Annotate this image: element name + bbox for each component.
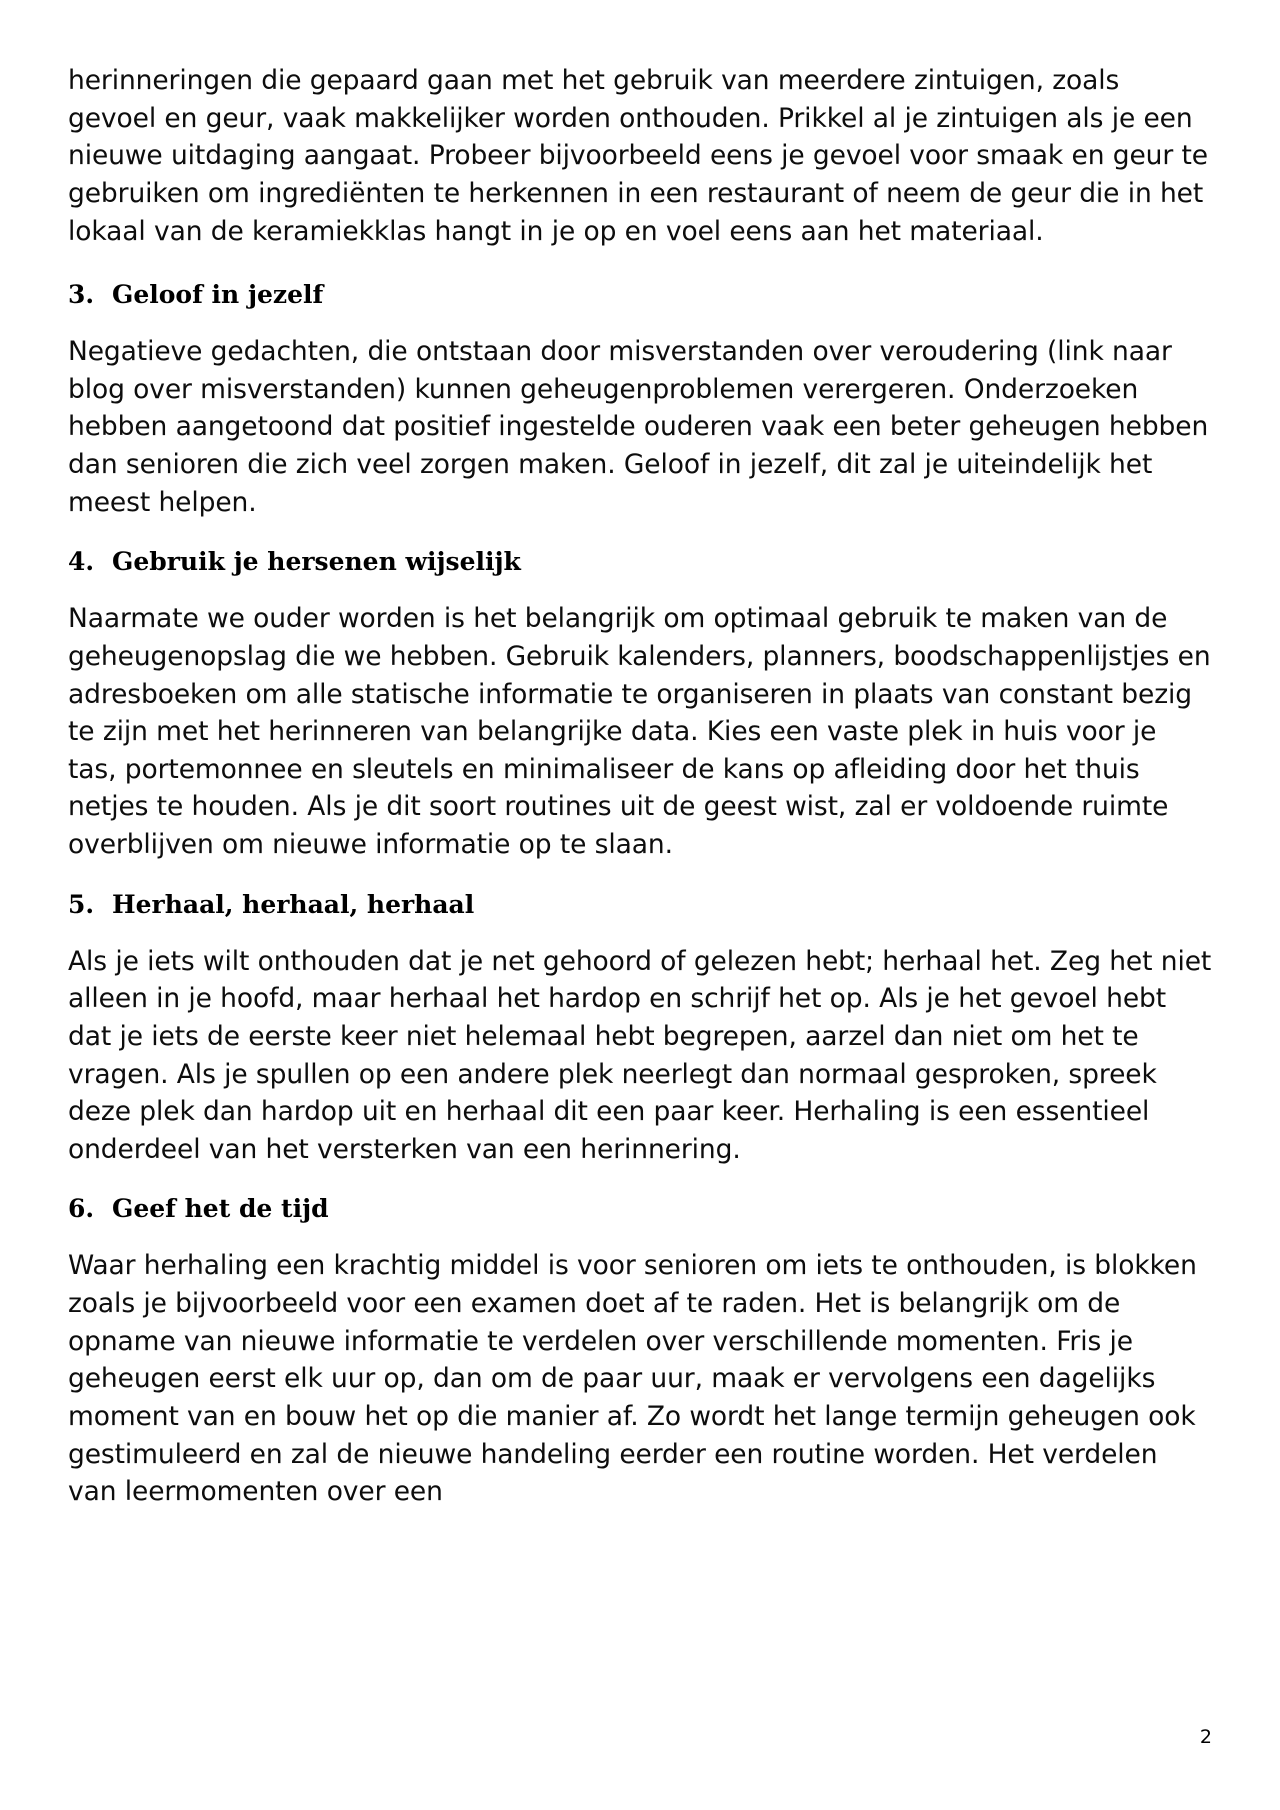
section-5-number: 5. xyxy=(68,889,95,919)
section-6-title: Geef het de tijd xyxy=(112,1194,329,1224)
section-4 xyxy=(68,547,1212,863)
section-6 xyxy=(68,1194,1212,1510)
section-6-body: Waar herhaling een krachtig middel is voor senioren om iets te onthouden, is blokken zoals je bijvoorbeeld voor een examen doet af te raden. Het is belangrijk om de opname van nieuwe informatie te verdelen over verschillende momenten. Fris je geheugen eerst elk uur op, dan om de paar uur, maak er vervolgens een dagelijks moment van en bouw het op die manier af. Zo wordt het lange termijn geheugen ook gestimuleerd en zal de nieuwe handeling eerder een routine worden. Het verdelen van leermomenten over een xyxy=(68,1250,1197,1508)
section-6-number: 6. xyxy=(68,1194,95,1224)
section-6-heading xyxy=(68,1194,1212,1223)
page-number: 2 xyxy=(1199,1726,1212,1748)
section-5-body: Als je iets wilt onthouden dat je net gehoord of gelezen hebt; herhaal het. Zeg het niet alleen in je hoofd, maar herhaal het hardop en schrijf het op. Als je het gevoel hebt dat je iets de eerste keer niet helemaal hebt begrepen, aarzel dan niet om het te vragen. Als je spullen op een andere plek neerlegt dan normaal gesproken, spreek deze plek dan hardop uit en herhaal dit een paar keer. Herhaling is een essentieel onderdeel van het versterken van een herinnering. xyxy=(68,945,1212,1165)
section-4-body: Naarmate we ouder worden is het belangrijk om optimaal gebruik te maken van de geheugenopslag die we hebben. Gebruik kalenders, planners, boodschappenlijstjes en adresboeken om alle statische informatie te organiseren in plaats van constant bezig te zijn met het herinneren van belangrijke data. Kies een vaste plek in huis voor je tas, portemonnee en sleutels en minimaliseer de kans op afleiding door het thuis netjes te houden. Als je dit soort routines uit de geest wist, zal er voldoende ruimte overblijven om nieuwe informatie op te slaan. xyxy=(68,603,1211,860)
section-3-title: Geloof in jezelf xyxy=(112,280,324,310)
section-3-body: Negatieve gedachten, die ontstaan door misverstanden over veroudering (link naar blog over misverstanden) kunnen geheugenproblemen verergeren. Onderzoeken hebben aangetoond dat positief ingestelde ouderen vaak een beter geheugen hebben dan senioren die zich veel zorgen maken. Geloof in jezelf, dit zal je uiteindelijk het meest helpen. xyxy=(68,336,1209,518)
section-4-heading xyxy=(68,547,1212,576)
section-3 xyxy=(68,280,1212,521)
section-5-title: Herhaal, herhaal, herhaal xyxy=(112,889,475,919)
section-3-number: 3. xyxy=(68,280,95,310)
section-3-heading xyxy=(68,280,1212,309)
section-5-heading xyxy=(68,890,1212,919)
section-4-title: Gebruik je hersenen wijselijk xyxy=(112,547,521,577)
section-5 xyxy=(68,890,1212,1169)
section-4-number: 4. xyxy=(68,547,95,577)
intro-paragraph: herinneringen die gepaard gaan met het gebruik van meerdere zintuigen, zoals gevoel en geur, vaak makkelijker worden onthouden. Prikkel al je zintuigen als je een nieuwe uitdaging aangaat. Probeer bijvoorbeeld eens je gevoel voor smaak en geur te gebruiken om ingrediënten te herkennen in een restaurant of neem de geur die in het lokaal van de keramiekklas hangt in je op en voel eens aan het materiaal. xyxy=(68,65,1208,247)
